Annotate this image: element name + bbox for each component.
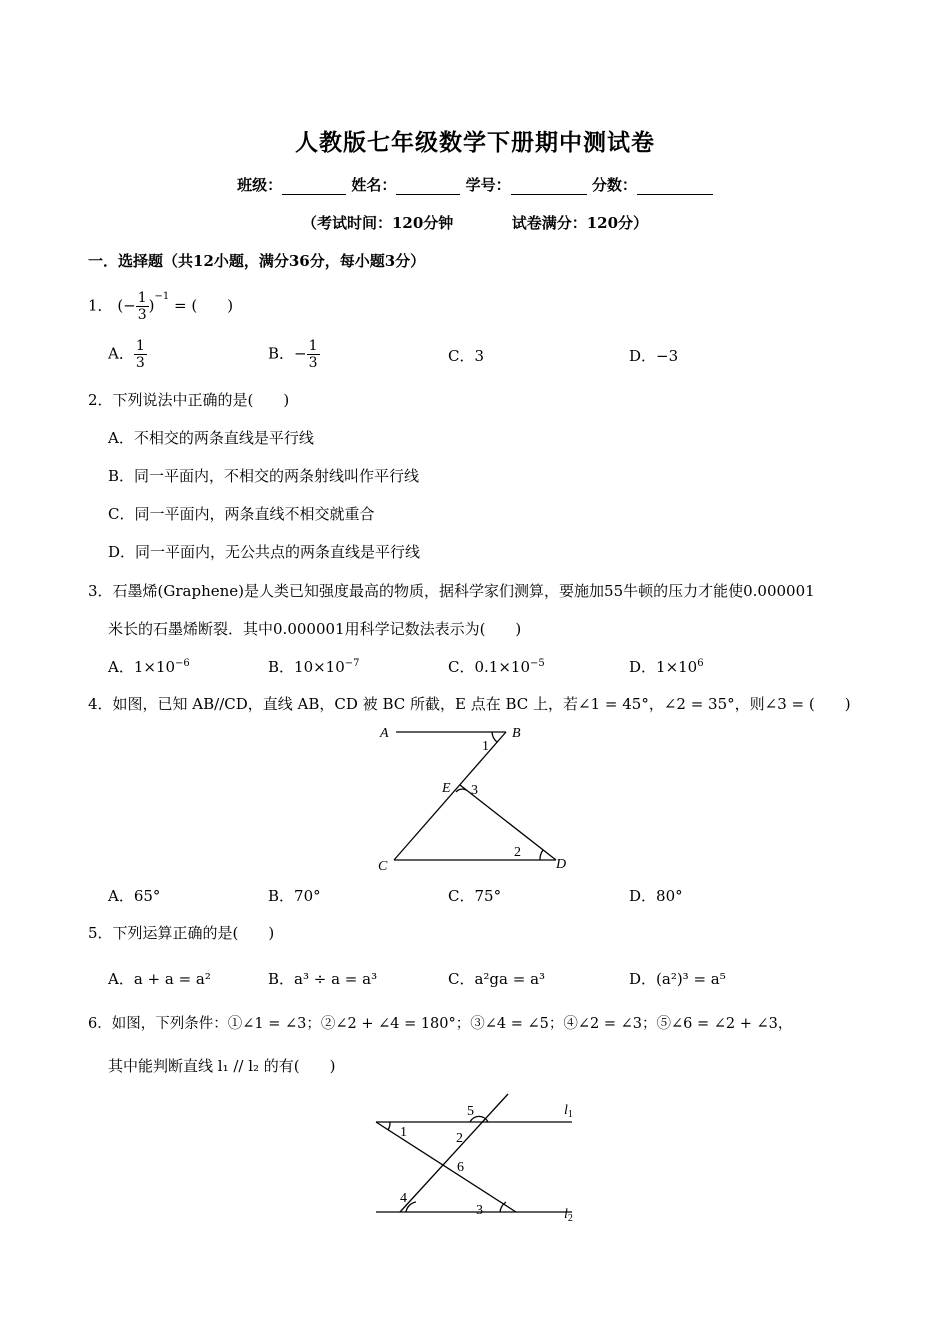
question-5-stem: 5．下列运算正确的是( ) bbox=[88, 924, 275, 942]
q4-option-c: C．75° bbox=[448, 887, 502, 905]
q1-stem-post: ) bbox=[148, 296, 155, 315]
q3-c-exp: −5 bbox=[530, 658, 545, 669]
id-label: 学号： bbox=[465, 176, 511, 194]
q6-angle4-label: 4 bbox=[400, 1191, 407, 1206]
section-heading: 一．选择题（共12小题，满分36分，每小题3分） bbox=[88, 252, 426, 270]
q4-label-c: C bbox=[378, 859, 388, 874]
q4-figure bbox=[370, 720, 580, 880]
q1-a-den: 3 bbox=[135, 355, 145, 371]
student-info-line bbox=[0, 174, 950, 195]
q1-frac-den: 3 bbox=[137, 307, 147, 323]
q1-a-num: 1 bbox=[135, 338, 145, 354]
q4-angle1-label: 1 bbox=[482, 739, 489, 754]
q3-a-text: A．1×10 bbox=[108, 658, 176, 676]
q1-option-b bbox=[268, 338, 320, 371]
q1-option-a bbox=[108, 338, 147, 371]
question-6-stem-line1: 6．如图，下列条件：①∠1 = ∠3；②∠2 + ∠4 = 180°；③∠4 = ∠5；④∠2 = ∠3；⑤∠6 = ∠2 + ∠3， bbox=[88, 1016, 793, 1032]
q4-angle3-label: 3 bbox=[471, 783, 478, 798]
q6-l1-sub: 1 bbox=[567, 1109, 573, 1120]
q6-label-l2 bbox=[564, 1207, 573, 1224]
q3-d-text: D．1×10 bbox=[629, 658, 698, 676]
q4-angle2-label: 2 bbox=[514, 845, 521, 860]
q1-exponent: −1 bbox=[154, 290, 170, 302]
q6-figure bbox=[360, 1090, 600, 1225]
name-label: 姓名： bbox=[351, 176, 397, 194]
q6-angle2-label: 2 bbox=[456, 1131, 463, 1146]
q1-option-d: D．−3 bbox=[629, 347, 679, 365]
q4-option-d: D．80° bbox=[629, 887, 683, 905]
exam-full-score: 试卷满分：120分） bbox=[511, 214, 649, 232]
q3-d-exp: 6 bbox=[697, 658, 704, 669]
q2-option-b: B．同一平面内，不相交的两条射线叫作平行线 bbox=[108, 467, 420, 485]
q3-option-d bbox=[629, 656, 704, 677]
q6-angle5-label: 5 bbox=[467, 1104, 474, 1119]
q5-option-a: A．a + a = a² bbox=[108, 970, 211, 988]
q4-label-d: D bbox=[556, 857, 567, 872]
q4-angle2-arc bbox=[540, 850, 543, 860]
q6-transversal-2 bbox=[400, 1094, 508, 1212]
q4-option-a: A．65° bbox=[108, 887, 161, 905]
score-blank bbox=[637, 180, 713, 195]
exam-time: （考试时间：120分钟 bbox=[301, 214, 454, 232]
q3-a-exp: −6 bbox=[175, 658, 190, 669]
q3-option-a bbox=[108, 656, 190, 677]
score-label: 分数： bbox=[591, 176, 637, 194]
q6-l2-letter: l bbox=[564, 1207, 568, 1222]
q4-angle3-arc bbox=[456, 789, 466, 792]
q4-label-b: B bbox=[512, 726, 521, 741]
q3-b-text: B．10×10 bbox=[268, 658, 345, 676]
q6-angle1-label: 1 bbox=[400, 1125, 407, 1140]
q3-option-c bbox=[448, 656, 545, 677]
q1-a-fraction bbox=[134, 338, 147, 371]
q6-angle1-arc bbox=[388, 1122, 390, 1130]
q1-b-sign: − bbox=[294, 344, 307, 363]
q1-b-den: 3 bbox=[308, 355, 318, 371]
q1-option-c: C．3 bbox=[448, 347, 485, 365]
question-6-stem-line2: 其中能判断直线 l₁ // l₂ 的有( ) bbox=[108, 1057, 336, 1075]
q6-angle3-label: 3 bbox=[476, 1203, 483, 1218]
id-blank bbox=[511, 180, 587, 195]
q4-option-b: B．70° bbox=[268, 887, 321, 905]
q4-line-bc bbox=[394, 732, 506, 860]
name-blank bbox=[396, 180, 460, 195]
q4-label-a: A bbox=[380, 726, 389, 741]
q1-b-fraction bbox=[307, 338, 320, 371]
q5-option-d: D．(a²)³ = a⁵ bbox=[629, 970, 726, 988]
q1-frac-num: 1 bbox=[137, 290, 147, 306]
q2-option-a: A．不相交的两条直线是平行线 bbox=[108, 429, 314, 447]
q1-a-label: A． bbox=[108, 344, 134, 363]
q1-stem-pre: (− bbox=[117, 296, 136, 315]
q4-label-e: E bbox=[442, 781, 451, 796]
q6-transversal-1 bbox=[376, 1122, 516, 1212]
q5-option-c: C．a²ga = a³ bbox=[448, 970, 546, 988]
class-blank bbox=[282, 180, 346, 195]
class-label: 班级： bbox=[237, 176, 283, 194]
question-3-stem-line2: 米长的石墨烯断裂．其中0.000001用科学记数法表示为( ) bbox=[108, 620, 522, 638]
q3-c-text: C．0.1×10 bbox=[448, 658, 530, 676]
q6-label-l1 bbox=[564, 1103, 573, 1120]
q3-b-exp: −7 bbox=[344, 658, 360, 669]
question-4-stem: 4．如图，已知 AB//CD，直线 AB，CD 被 BC 所截，E 点在 BC 上，若∠1 = 45°，∠2 = 35°，则∠3 = ( ) bbox=[88, 695, 851, 713]
page-title: 人教版七年级数学下册期中测试卷 bbox=[295, 129, 655, 156]
q1-number: 1． bbox=[88, 296, 113, 315]
q6-l1-letter: l bbox=[564, 1103, 568, 1118]
q4-angle1-arc bbox=[492, 732, 497, 742]
q2-option-c: C．同一平面内，两条直线不相交就重合 bbox=[108, 505, 375, 523]
q1-b-label: B． bbox=[268, 344, 295, 363]
q1-b-num: 1 bbox=[308, 338, 318, 354]
q6-l2-sub: 2 bbox=[567, 1213, 573, 1224]
exam-info bbox=[0, 212, 950, 233]
q1-fraction bbox=[136, 290, 149, 323]
q6-angle6-label: 6 bbox=[457, 1160, 464, 1175]
q5-option-b: B．a³ ÷ a = a³ bbox=[268, 970, 378, 988]
q2-option-d: D．同一平面内，无公共点的两条直线是平行线 bbox=[108, 543, 421, 561]
q1-stem-end: = ( ) bbox=[169, 296, 234, 315]
q3-option-b bbox=[268, 656, 360, 677]
question-1-stem bbox=[88, 290, 233, 323]
question-3-stem-line1: 3．石墨烯(Graphene)是人类已知强度最高的物质，据科学家们测算，要施加55牛顿的压力才能使0.000001 bbox=[88, 582, 815, 600]
question-2-stem: 2．下列说法中正确的是( ) bbox=[88, 391, 290, 409]
